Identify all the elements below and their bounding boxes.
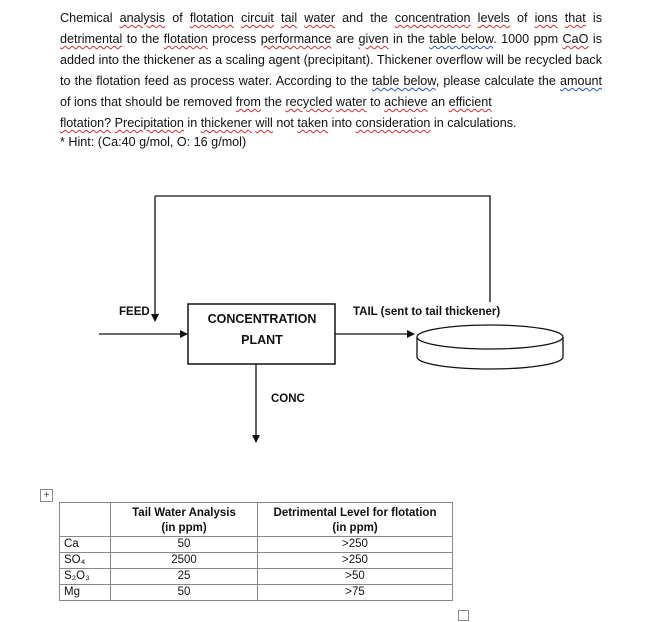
tail-value-cell: 50 [111, 537, 258, 553]
table-row [60, 569, 453, 585]
ion-cell: SO₄ [60, 553, 111, 569]
level-value-cell: >50 [258, 569, 453, 585]
ion-data-table [59, 502, 453, 601]
table-resize-handle[interactable] [458, 610, 469, 621]
header-tail-water: Tail Water Analysis (in ppm) [111, 503, 258, 537]
table-move-handle-icon[interactable]: + [40, 489, 53, 502]
table-header-row [60, 503, 453, 537]
ion-cell: Mg [60, 585, 111, 601]
tail-value-cell: 2500 [111, 553, 258, 569]
ion-cell: Ca [60, 537, 111, 553]
plant-label-line1: CONCENTRATION [207, 312, 317, 326]
level-value-cell: >250 [258, 537, 453, 553]
recycle-line [155, 196, 490, 302]
question-paragraph: Chemical analysis of flotation circuit tail water and the concentration levels of ions that is detrimental to the flotation process performance are given in the table below. 1000 ppm CaO is added into the thickener as a scaling agent (precipitant). Thickener overflow will be recycled back to the flotation feed as process water. According to the table below, please calculate the amount of ions that should be removed from the recycled water to achieve an efficient flotation? Precipitation in thickener will not taken into consideration in calculations. [60, 11, 602, 130]
plant-label-line2: PLANT [241, 333, 283, 347]
hint-text: * Hint: (Ca:40 g/mol, O: 16 g/mol) [60, 135, 247, 149]
level-value-cell: >75 [258, 585, 453, 601]
level-value-cell: >250 [258, 553, 453, 569]
tail-label: TAIL (sent to tail thickener) [353, 306, 501, 318]
header-detrimental-level: Detrimental Level for flotation (in ppm) [258, 503, 453, 537]
tail-thickener [417, 325, 563, 369]
feed-label: FEED [119, 306, 150, 318]
table-row [60, 585, 453, 601]
ion-cell: S₂O₃ [60, 569, 111, 585]
tail-value-cell: 25 [111, 569, 258, 585]
table-row [60, 537, 453, 553]
table-row [60, 553, 453, 569]
header-ion [60, 503, 111, 537]
tail-value-cell: 50 [111, 585, 258, 601]
conc-label: CONC [271, 393, 305, 405]
